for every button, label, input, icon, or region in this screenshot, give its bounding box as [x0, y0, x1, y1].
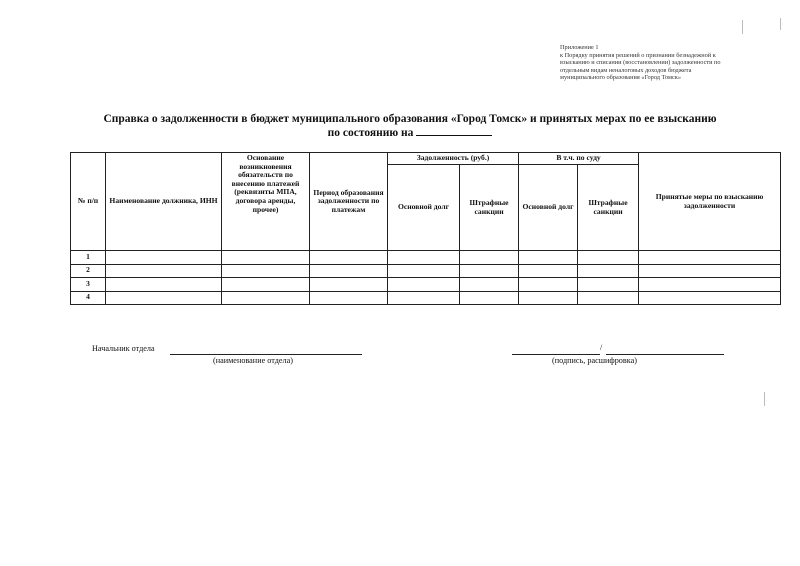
table-cell[interactable]	[519, 291, 578, 305]
table-cell[interactable]	[460, 251, 519, 265]
table-cell[interactable]	[106, 251, 222, 265]
debt-table	[70, 152, 781, 305]
signature-separator: /	[600, 343, 603, 352]
head-of-department-label: Начальник отдела	[92, 344, 155, 353]
table-cell[interactable]	[106, 278, 222, 292]
title-line-2: по состоянию на	[327, 127, 414, 139]
table-cell[interactable]	[310, 251, 388, 265]
table-cell[interactable]	[222, 278, 310, 292]
header-basis: Основание возникновения обязательств по внесению платежей (реквизиты МПА, договора аренды, прочее)	[222, 153, 310, 251]
table-cell[interactable]	[519, 251, 578, 265]
department-name-line[interactable]	[170, 354, 362, 355]
table-cell[interactable]	[222, 291, 310, 305]
scan-mark	[764, 392, 765, 406]
table-cell[interactable]	[106, 264, 222, 278]
table-cell[interactable]	[639, 251, 781, 265]
annex-line: к Порядку принятия решений о признании безнадежной к	[560, 51, 716, 59]
header-period: Период образования задолженности по платежам	[310, 153, 388, 251]
table-cell[interactable]	[460, 278, 519, 292]
table-cell[interactable]	[460, 291, 519, 305]
table-cell[interactable]	[310, 291, 388, 305]
header-debt-group: Задолженность (руб.)	[388, 153, 519, 165]
date-blank[interactable]	[416, 126, 492, 136]
table-cell[interactable]	[639, 291, 781, 305]
title-line-1: Справка о задолженности в бюджет муниципального образования «Город Томск» и принятых мерах по ее взысканию	[103, 113, 717, 125]
header-court-penalties: Штрафные санкции	[578, 165, 639, 251]
table-cell[interactable]	[388, 264, 460, 278]
signature-caption: (подпись, расшифровка)	[552, 356, 637, 365]
table-cell[interactable]	[310, 278, 388, 292]
table-row	[71, 291, 781, 305]
table-row	[71, 251, 781, 265]
table-cell[interactable]	[578, 278, 639, 292]
annex-note	[560, 44, 775, 82]
table-cell[interactable]	[519, 264, 578, 278]
table-cell[interactable]	[578, 251, 639, 265]
table-cell[interactable]	[222, 264, 310, 278]
header-debtor: Наименование должника, ИНН	[106, 153, 222, 251]
table-cell[interactable]	[519, 278, 578, 292]
table-row	[71, 278, 781, 292]
table-cell[interactable]	[639, 278, 781, 292]
table-cell[interactable]	[106, 291, 222, 305]
table-cell[interactable]	[578, 264, 639, 278]
title-line-2-wrap	[60, 126, 760, 140]
header-penalties: Штрафные санкции	[460, 165, 519, 251]
table-row	[71, 264, 781, 278]
row-number: 2	[71, 264, 106, 278]
header-main-debt: Основной долг	[388, 165, 460, 251]
header-court-main-debt: Основной долг	[519, 165, 578, 251]
row-number: 4	[71, 291, 106, 305]
table-cell[interactable]	[222, 251, 310, 265]
signature-decoding-line[interactable]	[606, 354, 724, 355]
table-cell[interactable]	[578, 291, 639, 305]
header-num: № п/п	[71, 153, 106, 251]
row-number: 3	[71, 278, 106, 292]
signature-line[interactable]	[512, 354, 600, 355]
table-cell[interactable]	[388, 291, 460, 305]
scan-mark	[742, 20, 743, 34]
table-cell[interactable]	[388, 251, 460, 265]
table-cell[interactable]	[639, 264, 781, 278]
document-title	[60, 113, 760, 140]
scan-mark	[780, 18, 781, 30]
table-cell[interactable]	[310, 264, 388, 278]
row-number: 1	[71, 251, 106, 265]
table-cell[interactable]	[388, 278, 460, 292]
annex-line: Приложение 1	[560, 44, 599, 51]
annex-line: отдельным видам неналоговых доходов бюджета	[560, 66, 692, 74]
header-measures: Принятые меры по взысканию задолженности	[639, 153, 781, 251]
annex-line: муниципального образования «Город Томск»	[560, 74, 681, 82]
header-court-group: В т.ч. по суду	[519, 153, 639, 165]
table-cell[interactable]	[460, 264, 519, 278]
department-name-caption: (наименование отдела)	[213, 356, 293, 365]
annex-line: взысканию и списании (восстановлении) задолженности по	[560, 59, 721, 67]
